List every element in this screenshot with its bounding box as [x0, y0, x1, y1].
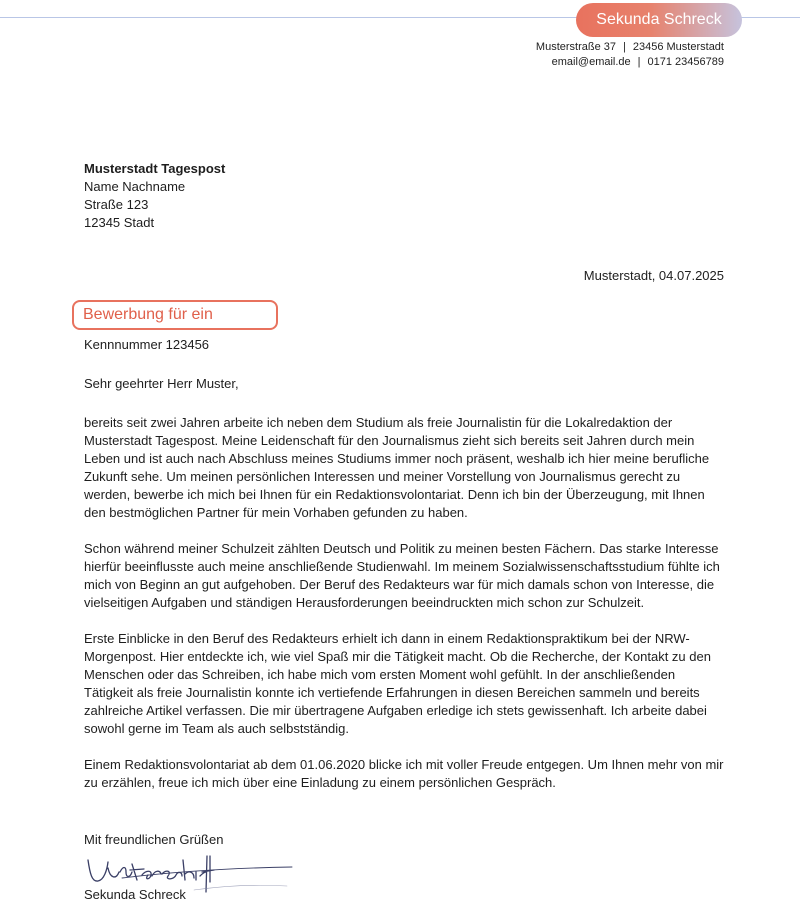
contact-address-line	[536, 41, 724, 53]
body-paragraph: Schon während meiner Schulzeit zählten Deutsch und Politik zu meinen besten Fächern. Das starke Interesse hierfür beeinflusste auch meine anschließende Studienwahl. Im meinem Sozialwissenschaftsstudium fühlte ich mich von Beginn an gut aufgehoben. Der Beruf des Redakteurs war für mich damals schon von Interesse, die vielseitigen Aufgaben und ständigen Herausforderungen beeindruckten mich schon zur Schulzeit.	[84, 541, 720, 610]
body-paragraph: Einem Redaktionsvolontariat ab dem 01.06.2020 blicke ich mit voller Freude entgegen. Um Ihnen mehr von mir zu erzählen, freue ich mich über eine Einladung zu einem persönlichen Gespräch.	[84, 757, 724, 790]
recipient-street: Straße 123	[84, 197, 149, 212]
sender-street: Musterstraße 37	[535, 41, 617, 53]
subject-line: Bewerbung für ein	[72, 300, 278, 330]
salutation: Sehr geehrter Herr Muster,	[84, 376, 239, 391]
recipient-name: Name Nachname	[84, 179, 186, 194]
letter-body	[84, 414, 724, 810]
closing-phrase: Mit freundlichen Grüßen	[84, 832, 224, 847]
sender-email: email@email.de	[551, 56, 631, 68]
letter-date: Musterstadt, 04.07.2025	[583, 268, 724, 283]
sender-name-badge: Sekunda Schreck	[576, 3, 742, 37]
reference-number: Kennnummer 123456	[84, 337, 210, 352]
recipient-company: Musterstadt Tagespost	[84, 161, 226, 176]
separator: |	[623, 41, 626, 53]
body-paragraph: Erste Einblicke in den Beruf des Redakteurs erhielt ich dann in einem Redaktionspraktikum bei der NRW-Morgenpost. Hier entdeckte ich, wie viel Spaß mir die Tätigkeit macht. Ob die Recherche, der Kontakt zu den Menschen oder das Schreiben, ich habe mich vom ersten Moment wohl gefühlt. In der anschließenden Tätigkeit als freie Journalistin konnte ich vertiefende Erfahrungen in diesen Bereichen sammeln und bereits zahlreiche Artikel verfassen. Die mir übertragene Aufgaben erledige ich stets gewissenhaft. Ich arbeite dabei sowohl gerne im Team als auch selbstständig.	[84, 631, 711, 736]
body-paragraph: bereits seit zwei Jahren arbeite ich neben dem Studium als freie Journalistin für die Lokalredaktion der Musterstadt Tagespost. Meine Leidenschaft für den Journalismus zieht sich bereits seit Jahren durch mein Leben und ist auch nach Abschluss meines Studiums immer noch präsent, weshalb ich hier meine berufliche Zukunft sehe. Um meinen persönlichen Interessen und meiner Vorstellung von Journalismus gerecht zu werden, bewerbe ich mich bei Ihnen für ein Redaktionsvolontariat. Denn ich bin der Überzeugung, mit Ihnen den bestmöglichen Partner für mein Vorhaben gefunden zu haben.	[84, 415, 710, 520]
signer-name: Sekunda Schreck	[84, 887, 186, 902]
recipient-city: 12345 Stadt	[84, 215, 155, 230]
sender-city: 23456 Musterstadt	[632, 41, 724, 53]
sender-phone: 0171 23456789	[647, 56, 724, 68]
separator: |	[637, 56, 641, 68]
recipient-address	[84, 160, 225, 232]
contact-info-line	[552, 56, 724, 68]
